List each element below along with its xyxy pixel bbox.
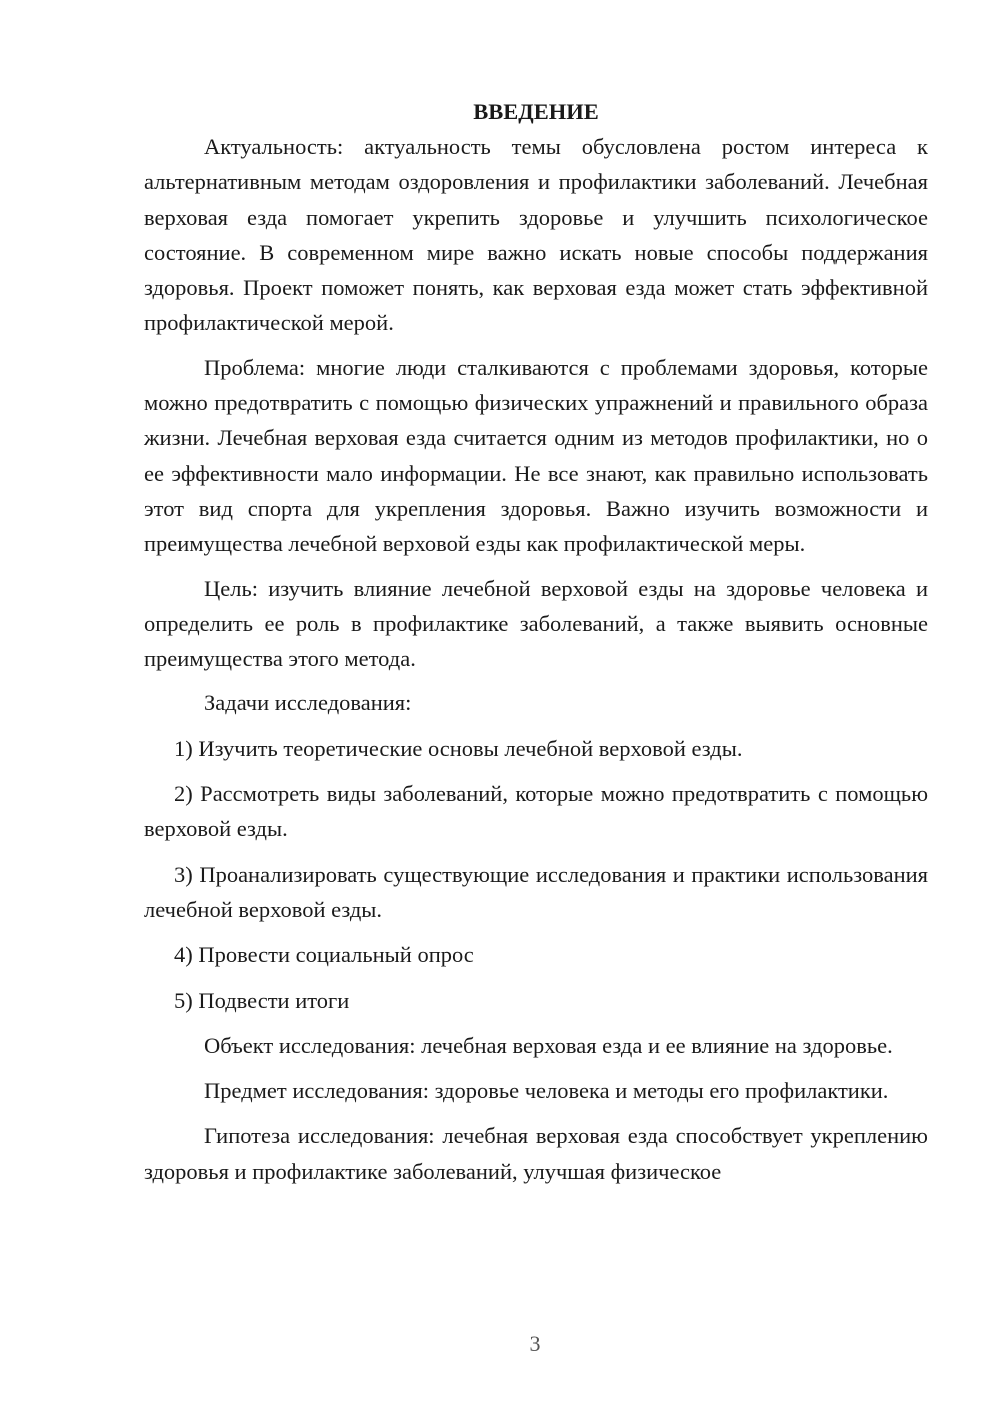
- task-item-5: 5) Подвести итоги: [174, 987, 350, 1013]
- page-content: [144, 94, 928, 1189]
- task-item-4: 4) Провести социальный опрос: [174, 942, 474, 968]
- task-item-1: 1) Изучить теоретические основы лечебной верховой езды.: [174, 735, 743, 761]
- page-number: 3: [529, 1331, 541, 1356]
- subject-paragraph: Предмет исследования: здоровье человека и методы его профилактики.: [204, 1078, 889, 1104]
- tasks-heading: Задачи исследования:: [204, 690, 412, 716]
- task-item-2: 2) Рассмотреть виды заболеваний, которые можно предотвратить с помощью верховой езды.: [144, 781, 928, 842]
- goal-paragraph: Цель: изучить влияние лечебной верховой езды на здоровье человека и определить ее роль в профилактике заболеваний, а также выявить основные преимущества этого метода.: [144, 575, 928, 672]
- task-item-3: 3) Проанализировать существующие исследования и практики использования лечебной верховой езды.: [144, 861, 928, 922]
- page-title: ВВЕДЕНИЕ: [473, 99, 599, 124]
- problem-paragraph: Проблема: многие люди сталкиваются с проблемами здоровья, которые можно предотвратить с помощью физических упражнений и правильного образа жизни. Лечебная верховая езда считается одним из методов профилактики, но о ее эффективности мало информации. Не все знают, как правильно использовать этот вид спорта для укрепления здоровья. Важно изучить возможности и преимущества лечебной верховой езды как профилактической меры.: [144, 354, 928, 557]
- hypothesis-paragraph: Гипотеза исследования: лечебная верховая езда способствует укреплению здоровья и профилактике заболеваний, улучшая физическое: [144, 1123, 928, 1184]
- object-paragraph: Объект исследования: лечебная верховая езда и ее влияние на здоровье.: [204, 1032, 893, 1058]
- relevance-paragraph: Актуальность: актуальность темы обусловлена ростом интереса к альтернативным методам оздоровления и профилактики заболеваний. Лечебная верховая езда помогает укрепить здоровье и улучшить психологическое состояние. В современном мире важно искать новые способы поддержания здоровья. Проект поможет понять, как верховая езда может стать эффективной профилактической мерой.: [144, 134, 928, 336]
